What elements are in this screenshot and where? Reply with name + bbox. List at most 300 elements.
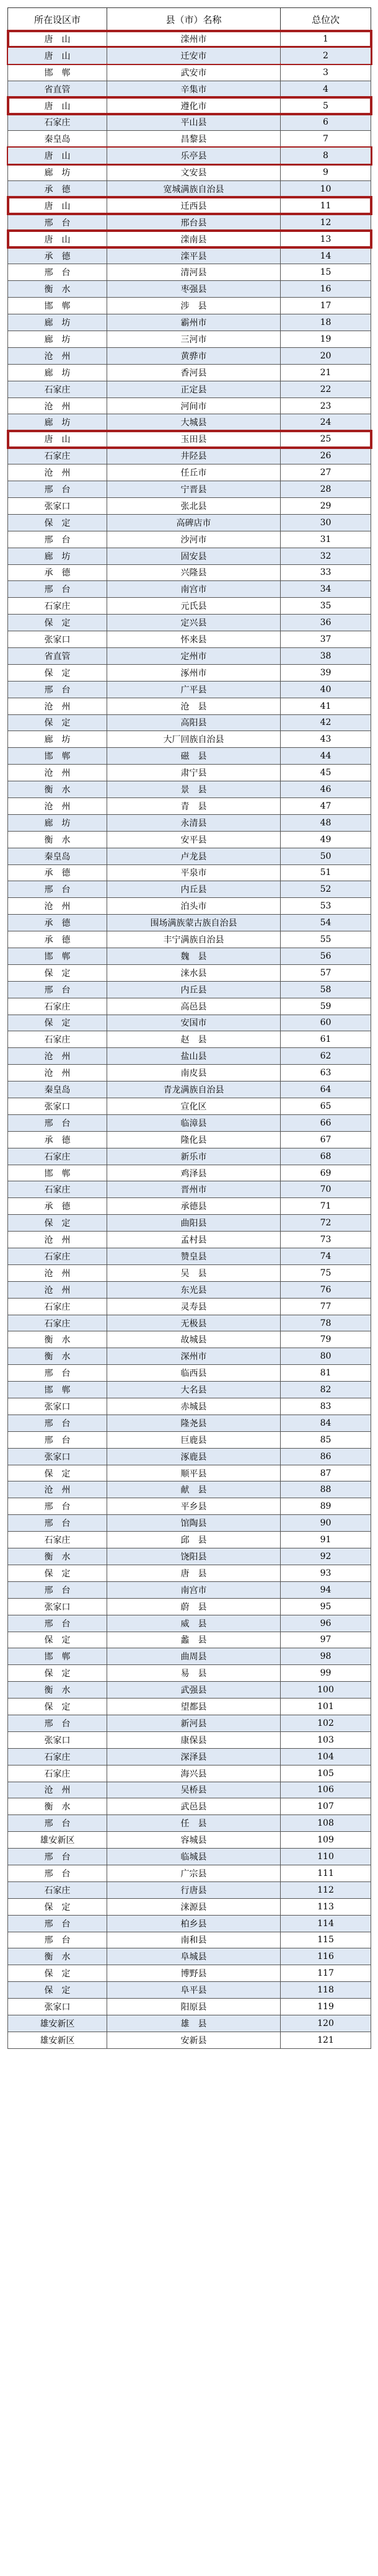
table-row xyxy=(8,298,371,314)
table-row xyxy=(8,1298,371,1315)
city-cell: 唐 山 xyxy=(8,47,107,64)
table-row xyxy=(8,1999,371,2015)
city-cell: 保 定 xyxy=(8,1565,107,1581)
city-cell: 承 德 xyxy=(8,564,107,581)
rank-cell: 48 xyxy=(281,814,371,831)
city-cell: 保 定 xyxy=(8,1015,107,1031)
county-cell: 宽城满族自治县 xyxy=(107,181,281,198)
rank-cell: 95 xyxy=(281,1598,371,1615)
table-row xyxy=(8,414,371,431)
city-cell: 沧 州 xyxy=(8,398,107,414)
rank-cell: 80 xyxy=(281,1348,371,1365)
county-cell: 晋州市 xyxy=(107,1181,281,1198)
county-cell: 行唐县 xyxy=(107,1881,281,1898)
table-row xyxy=(8,1398,371,1415)
rank-cell: 56 xyxy=(281,948,371,964)
table-row xyxy=(8,1198,371,1215)
county-cell: 阳原县 xyxy=(107,1999,281,2015)
city-cell: 张家口 xyxy=(8,1398,107,1415)
county-cell: 丰宁满族自治县 xyxy=(107,931,281,948)
rank-cell: 94 xyxy=(281,1581,371,1598)
rank-cell: 76 xyxy=(281,1281,371,1298)
rank-cell: 111 xyxy=(281,1865,371,1881)
city-cell: 邯 郸 xyxy=(8,948,107,964)
rank-cell: 15 xyxy=(281,264,371,281)
city-cell: 沧 州 xyxy=(8,464,107,481)
rank-cell: 57 xyxy=(281,964,371,981)
table-row xyxy=(8,1465,371,1481)
county-cell: 博野县 xyxy=(107,1965,281,1982)
city-cell: 保 定 xyxy=(8,1965,107,1982)
table-row xyxy=(8,1632,371,1648)
rank-cell: 60 xyxy=(281,1015,371,1031)
table-row xyxy=(8,564,371,581)
county-cell: 青 县 xyxy=(107,797,281,814)
table-row xyxy=(8,1498,371,1515)
county-cell: 雄 县 xyxy=(107,2015,281,2032)
city-cell: 廊 坊 xyxy=(8,814,107,831)
table-row xyxy=(8,1065,371,1081)
county-cell: 河间市 xyxy=(107,398,281,414)
table-row xyxy=(8,2015,371,2032)
rank-cell: 50 xyxy=(281,848,371,864)
county-cell: 怀来县 xyxy=(107,631,281,648)
county-cell: 康保县 xyxy=(107,1731,281,1748)
table-row xyxy=(8,1598,371,1615)
rank-cell: 34 xyxy=(281,581,371,598)
county-cell: 柏乡县 xyxy=(107,1915,281,1932)
city-cell: 邯 郸 xyxy=(8,1382,107,1398)
table-row xyxy=(8,314,371,331)
county-cell: 迁西县 xyxy=(107,197,281,214)
city-cell: 廊 坊 xyxy=(8,364,107,381)
table-row xyxy=(8,481,371,498)
city-cell: 沧 州 xyxy=(8,797,107,814)
rank-cell: 53 xyxy=(281,898,371,915)
city-cell: 邢 台 xyxy=(8,1615,107,1632)
rank-cell: 66 xyxy=(281,1114,371,1131)
table-row xyxy=(8,1181,371,1198)
rank-cell: 54 xyxy=(281,915,371,931)
city-cell: 沧 州 xyxy=(8,1065,107,1081)
table-row xyxy=(8,181,371,198)
table-row xyxy=(8,1048,371,1065)
county-cell: 邱 县 xyxy=(107,1532,281,1548)
rank-cell: 26 xyxy=(281,448,371,464)
city-cell: 沧 州 xyxy=(8,1264,107,1281)
rank-cell: 4 xyxy=(281,81,371,97)
table-row xyxy=(8,698,371,714)
city-cell: 保 定 xyxy=(8,1982,107,1999)
rank-cell: 16 xyxy=(281,281,371,298)
table-row xyxy=(8,1015,371,1031)
rank-cell: 58 xyxy=(281,981,371,998)
city-cell: 衡 水 xyxy=(8,1548,107,1565)
county-cell: 涿州市 xyxy=(107,664,281,681)
rank-cell: 92 xyxy=(281,1548,371,1565)
city-cell: 石家庄 xyxy=(8,1315,107,1331)
rank-cell: 72 xyxy=(281,1215,371,1232)
city-cell: 秦皇岛 xyxy=(8,848,107,864)
city-cell: 石家庄 xyxy=(8,1765,107,1782)
rank-cell: 63 xyxy=(281,1065,371,1081)
county-cell: 文安县 xyxy=(107,164,281,181)
table-row xyxy=(8,197,371,214)
county-cell: 肃宁县 xyxy=(107,765,281,781)
table-row xyxy=(8,247,371,264)
header-rank: 总位次 xyxy=(281,8,371,31)
table-row xyxy=(8,848,371,864)
county-cell: 海兴县 xyxy=(107,1765,281,1782)
city-cell: 承 德 xyxy=(8,915,107,931)
city-cell: 廊 坊 xyxy=(8,731,107,748)
rank-cell: 8 xyxy=(281,148,371,164)
rank-cell: 104 xyxy=(281,1748,371,1765)
county-cell: 玉田县 xyxy=(107,431,281,448)
table-row xyxy=(8,1731,371,1748)
city-cell: 保 定 xyxy=(8,1465,107,1481)
rank-cell: 29 xyxy=(281,497,371,514)
county-cell: 沙河市 xyxy=(107,531,281,548)
rank-cell: 20 xyxy=(281,347,371,364)
county-ranking-table xyxy=(7,7,371,2049)
city-cell: 雄安新区 xyxy=(8,2032,107,2048)
county-cell: 遵化市 xyxy=(107,97,281,114)
rank-cell: 74 xyxy=(281,1248,371,1265)
table-row xyxy=(8,781,371,798)
city-cell: 衡 水 xyxy=(8,831,107,848)
table-row xyxy=(8,1765,371,1782)
rank-cell: 7 xyxy=(281,131,371,148)
county-cell: 清河县 xyxy=(107,264,281,281)
county-cell: 定兴县 xyxy=(107,615,281,631)
city-cell: 石家庄 xyxy=(8,1298,107,1315)
rank-cell: 52 xyxy=(281,881,371,898)
rank-cell: 42 xyxy=(281,714,371,731)
table-row xyxy=(8,1315,371,1331)
county-cell: 南宫市 xyxy=(107,1581,281,1598)
city-cell: 石家庄 xyxy=(8,1881,107,1898)
county-cell: 高阳县 xyxy=(107,714,281,731)
city-cell: 廊 坊 xyxy=(8,164,107,181)
table-row xyxy=(8,531,371,548)
city-cell: 邢 台 xyxy=(8,1815,107,1832)
city-cell: 石家庄 xyxy=(8,1248,107,1265)
county-cell: 泊头市 xyxy=(107,898,281,915)
county-cell: 井陉县 xyxy=(107,448,281,464)
city-cell: 承 德 xyxy=(8,181,107,198)
rank-cell: 35 xyxy=(281,598,371,615)
county-cell: 平泉市 xyxy=(107,864,281,881)
table-row xyxy=(8,1448,371,1465)
table-row xyxy=(8,647,371,664)
table-row xyxy=(8,915,371,931)
rank-cell: 28 xyxy=(281,481,371,498)
city-cell: 保 定 xyxy=(8,615,107,631)
county-cell: 广平县 xyxy=(107,681,281,698)
rank-cell: 33 xyxy=(281,564,371,581)
table-row xyxy=(8,714,371,731)
rank-cell: 30 xyxy=(281,514,371,531)
city-cell: 邢 台 xyxy=(8,1849,107,1865)
table-row xyxy=(8,797,371,814)
rank-cell: 99 xyxy=(281,1665,371,1682)
county-cell: 平乡县 xyxy=(107,1498,281,1515)
county-cell: 乐亭县 xyxy=(107,148,281,164)
rank-cell: 13 xyxy=(281,231,371,247)
rank-cell: 79 xyxy=(281,1331,371,1348)
rank-cell: 121 xyxy=(281,2032,371,2048)
city-cell: 邯 郸 xyxy=(8,298,107,314)
rank-cell: 6 xyxy=(281,114,371,131)
table-row xyxy=(8,1782,371,1798)
rank-cell: 83 xyxy=(281,1398,371,1415)
city-cell: 承 德 xyxy=(8,247,107,264)
county-cell: 沧 县 xyxy=(107,698,281,714)
county-cell: 涉 县 xyxy=(107,298,281,314)
table-row xyxy=(8,1699,371,1715)
city-cell: 廊 坊 xyxy=(8,314,107,331)
county-cell: 南宫市 xyxy=(107,581,281,598)
table-row xyxy=(8,765,371,781)
county-cell: 隆尧县 xyxy=(107,1415,281,1431)
table-row xyxy=(8,931,371,948)
county-cell: 宣化区 xyxy=(107,1098,281,1115)
table-row xyxy=(8,1415,371,1431)
table-row xyxy=(8,1915,371,1932)
city-cell: 沧 州 xyxy=(8,1481,107,1498)
table-row xyxy=(8,1665,371,1682)
city-cell: 石家庄 xyxy=(8,598,107,615)
county-cell: 平山县 xyxy=(107,114,281,131)
table-row xyxy=(8,464,371,481)
table-row xyxy=(8,1798,371,1815)
rank-cell: 69 xyxy=(281,1165,371,1181)
city-cell: 廊 坊 xyxy=(8,331,107,348)
table-row xyxy=(8,1982,371,1999)
table-row xyxy=(8,1248,371,1265)
rank-cell: 113 xyxy=(281,1898,371,1915)
county-cell: 涿鹿县 xyxy=(107,1448,281,1465)
rank-cell: 62 xyxy=(281,1048,371,1065)
county-cell: 安新县 xyxy=(107,2032,281,2048)
table-row xyxy=(8,347,371,364)
county-cell: 三河市 xyxy=(107,331,281,348)
county-cell: 阜平县 xyxy=(107,1982,281,1999)
county-cell: 辛集市 xyxy=(107,81,281,97)
county-cell: 香河县 xyxy=(107,364,281,381)
county-cell: 阜城县 xyxy=(107,1948,281,1965)
county-cell: 临漳县 xyxy=(107,1114,281,1131)
table-row xyxy=(8,81,371,97)
rank-cell: 17 xyxy=(281,298,371,314)
county-cell: 易 县 xyxy=(107,1665,281,1682)
rank-cell: 68 xyxy=(281,1148,371,1165)
county-cell: 大城县 xyxy=(107,414,281,431)
table-row xyxy=(8,1281,371,1298)
rank-cell: 21 xyxy=(281,364,371,381)
county-cell: 南和县 xyxy=(107,1932,281,1948)
county-cell: 张北县 xyxy=(107,497,281,514)
city-cell: 秦皇岛 xyxy=(8,1081,107,1098)
rank-cell: 18 xyxy=(281,314,371,331)
county-cell: 黄骅市 xyxy=(107,347,281,364)
county-cell: 定州市 xyxy=(107,647,281,664)
city-cell: 衡 水 xyxy=(8,1331,107,1348)
city-cell: 石家庄 xyxy=(8,381,107,398)
table-row xyxy=(8,1515,371,1532)
table-row xyxy=(8,748,371,765)
rank-cell: 11 xyxy=(281,197,371,214)
city-cell: 邢 台 xyxy=(8,981,107,998)
table-row xyxy=(8,631,371,648)
rank-cell: 100 xyxy=(281,1682,371,1699)
table-row xyxy=(8,681,371,698)
table-row xyxy=(8,731,371,748)
rank-cell: 110 xyxy=(281,1849,371,1865)
city-cell: 石家庄 xyxy=(8,1532,107,1548)
table-row xyxy=(8,214,371,231)
table-row xyxy=(8,64,371,81)
table-row xyxy=(8,448,371,464)
city-cell: 保 定 xyxy=(8,1699,107,1715)
county-cell: 新河县 xyxy=(107,1715,281,1731)
city-cell: 石家庄 xyxy=(8,448,107,464)
table-row xyxy=(8,1264,371,1281)
table-row xyxy=(8,1098,371,1115)
city-cell: 衡 水 xyxy=(8,281,107,298)
county-cell: 景 县 xyxy=(107,781,281,798)
city-cell: 邢 台 xyxy=(8,1581,107,1598)
rank-cell: 40 xyxy=(281,681,371,698)
table-row xyxy=(8,1081,371,1098)
city-cell: 沧 州 xyxy=(8,347,107,364)
table-row xyxy=(8,1965,371,1982)
table-row xyxy=(8,47,371,64)
rank-cell: 46 xyxy=(281,781,371,798)
city-cell: 承 德 xyxy=(8,864,107,881)
table-row xyxy=(8,431,371,448)
city-cell: 保 定 xyxy=(8,1898,107,1915)
rank-cell: 55 xyxy=(281,931,371,948)
city-cell: 保 定 xyxy=(8,1665,107,1682)
table-row xyxy=(8,398,371,414)
county-cell: 鸡泽县 xyxy=(107,1165,281,1181)
rank-cell: 41 xyxy=(281,698,371,714)
county-cell: 赵 县 xyxy=(107,1031,281,1048)
rank-cell: 96 xyxy=(281,1615,371,1632)
rank-cell: 23 xyxy=(281,398,371,414)
table-row xyxy=(8,114,371,131)
rank-cell: 36 xyxy=(281,615,371,631)
rank-cell: 120 xyxy=(281,2015,371,2032)
table-row xyxy=(8,1565,371,1581)
county-cell: 献 县 xyxy=(107,1481,281,1498)
table-row xyxy=(8,1865,371,1881)
county-cell: 吴 县 xyxy=(107,1264,281,1281)
table-row xyxy=(8,981,371,998)
county-cell: 涞源县 xyxy=(107,1898,281,1915)
county-cell: 临城县 xyxy=(107,1849,281,1865)
county-cell: 曲周县 xyxy=(107,1648,281,1665)
rank-cell: 37 xyxy=(281,631,371,648)
city-cell: 衡 水 xyxy=(8,781,107,798)
rank-cell: 81 xyxy=(281,1365,371,1382)
county-cell: 兴隆县 xyxy=(107,564,281,581)
rank-cell: 49 xyxy=(281,831,371,848)
table-row xyxy=(8,2032,371,2048)
county-cell: 迁安市 xyxy=(107,47,281,64)
table-row xyxy=(8,1331,371,1348)
city-cell: 唐 山 xyxy=(8,197,107,214)
county-cell: 临西县 xyxy=(107,1365,281,1382)
table-row xyxy=(8,1165,371,1181)
city-cell: 石家庄 xyxy=(8,998,107,1015)
table-row xyxy=(8,1615,371,1632)
city-cell: 邢 台 xyxy=(8,1865,107,1881)
county-cell: 高邑县 xyxy=(107,998,281,1015)
rank-cell: 84 xyxy=(281,1415,371,1431)
city-cell: 雄安新区 xyxy=(8,2015,107,2032)
city-cell: 张家口 xyxy=(8,1999,107,2015)
city-cell: 秦皇岛 xyxy=(8,131,107,148)
rank-cell: 24 xyxy=(281,414,371,431)
city-cell: 邢 台 xyxy=(8,1715,107,1731)
city-cell: 唐 山 xyxy=(8,231,107,247)
county-cell: 无极县 xyxy=(107,1315,281,1331)
city-cell: 邢 台 xyxy=(8,881,107,898)
rank-cell: 31 xyxy=(281,531,371,548)
city-cell: 邯 郸 xyxy=(8,64,107,81)
table-row xyxy=(8,1849,371,1865)
table-header-row xyxy=(8,8,371,31)
table-row xyxy=(8,97,371,114)
county-cell: 饶阳县 xyxy=(107,1548,281,1565)
rank-cell: 5 xyxy=(281,97,371,114)
table-row xyxy=(8,164,371,181)
city-cell: 邢 台 xyxy=(8,1415,107,1431)
city-cell: 唐 山 xyxy=(8,31,107,48)
city-cell: 石家庄 xyxy=(8,1031,107,1048)
rank-cell: 78 xyxy=(281,1315,371,1331)
city-cell: 廊 坊 xyxy=(8,414,107,431)
city-cell: 邢 台 xyxy=(8,1515,107,1532)
county-cell: 卢龙县 xyxy=(107,848,281,864)
city-cell: 石家庄 xyxy=(8,114,107,131)
table-row xyxy=(8,1365,371,1382)
county-cell: 武邑县 xyxy=(107,1798,281,1815)
table-row xyxy=(8,281,371,298)
county-cell: 盐山县 xyxy=(107,1048,281,1065)
rank-cell: 12 xyxy=(281,214,371,231)
city-cell: 承 德 xyxy=(8,931,107,948)
table-row xyxy=(8,264,371,281)
rank-cell: 45 xyxy=(281,765,371,781)
city-cell: 张家口 xyxy=(8,631,107,648)
city-cell: 衡 水 xyxy=(8,1348,107,1365)
rank-cell: 25 xyxy=(281,431,371,448)
rank-cell: 102 xyxy=(281,1715,371,1731)
county-cell: 巨鹿县 xyxy=(107,1431,281,1448)
rank-cell: 85 xyxy=(281,1431,371,1448)
county-cell: 容城县 xyxy=(107,1832,281,1849)
city-cell: 衡 水 xyxy=(8,1948,107,1965)
city-cell: 张家口 xyxy=(8,1731,107,1748)
county-cell: 赞皇县 xyxy=(107,1248,281,1265)
county-cell: 涞水县 xyxy=(107,964,281,981)
rank-cell: 47 xyxy=(281,797,371,814)
county-cell: 元氏县 xyxy=(107,598,281,615)
